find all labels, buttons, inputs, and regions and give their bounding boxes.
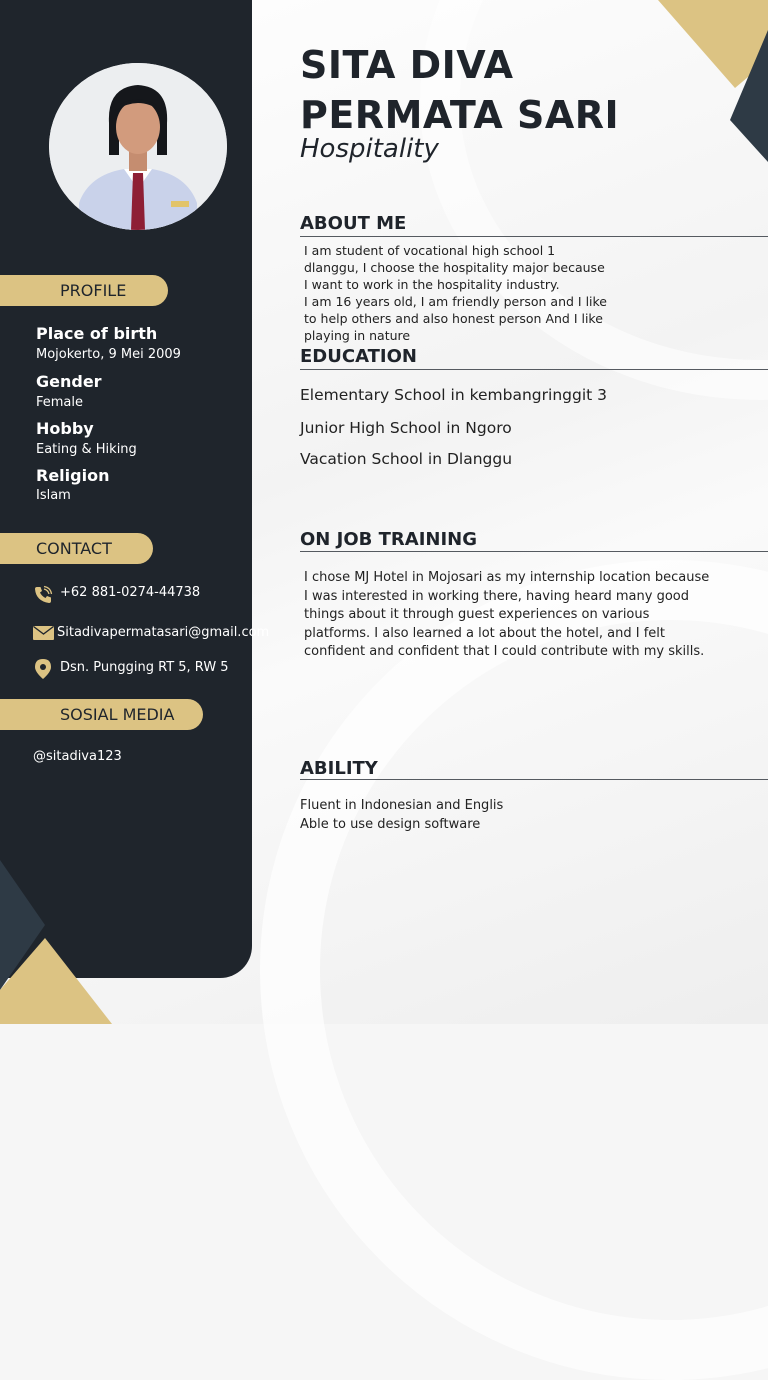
corner-decoration-bottom-left (0, 850, 120, 1024)
education-section-title: EDUCATION (300, 346, 417, 367)
section-divider (300, 779, 768, 780)
training-line: platforms. I also learned a lot about the hotel, and I felt (304, 625, 665, 641)
training-line: confident and confident that I could contribute with my skills. (304, 644, 705, 659)
address: Dsn. Pungging RT 5, RW 5 (60, 660, 229, 675)
avatar-illustration (49, 63, 227, 230)
religion-value: Islam (36, 488, 71, 503)
social-media-section-header (0, 699, 203, 730)
education-item: Junior High School in Ngoro (300, 419, 512, 437)
profile-section-header (0, 275, 168, 306)
contact-label: CONTACT (36, 539, 112, 558)
place-of-birth-label: Place of birth (36, 324, 158, 343)
training-text (304, 569, 709, 662)
about-line: I want to work in the hospitality industry. (304, 277, 560, 292)
section-divider (300, 236, 768, 237)
profile-label: PROFILE (60, 281, 127, 300)
education-item: Vacation School in Dlanggu (300, 450, 513, 468)
ability-section-title: ABILITY (300, 758, 378, 779)
social-media-label: SOSIAL MEDIA (60, 705, 175, 724)
about-line: I am 16 years old, I am friendly person and I like (304, 294, 607, 309)
about-line: dlanggu, I choose the hospitality major because (304, 260, 605, 275)
phone-number[interactable]: +62 881-0274-44738 (60, 585, 201, 600)
email-address[interactable]: Sitadivapermatasari@gmail.com (57, 625, 270, 640)
hobby-label: Hobby (36, 419, 94, 438)
place-of-birth-value: Mojokerto, 9 Mei 2009 (36, 347, 181, 362)
location-pin-icon (35, 659, 51, 679)
training-line: I was interested in working there, having heard many good (304, 588, 690, 604)
hobby-value: Eating & Hiking (36, 442, 137, 457)
about-line: playing in nature (304, 328, 411, 343)
social-handle[interactable]: @sitadiva123 (33, 749, 122, 764)
profile-photo (49, 63, 227, 230)
training-section-title: ON JOB TRAINING (300, 529, 477, 550)
about-text (304, 242, 607, 344)
job-title: Hospitality (300, 134, 439, 164)
gender-label: Gender (36, 372, 102, 391)
ability-item: Fluent in Indonesian and Englis (300, 798, 504, 813)
contact-section-header (0, 533, 153, 564)
education-item: Elementary School in kembangringgit 3 (300, 386, 607, 404)
phone-icon (33, 585, 53, 605)
ability-text (300, 797, 503, 834)
about-section-title: ABOUT ME (300, 213, 407, 234)
gender-value: Female (36, 395, 84, 410)
training-line: I chose MJ Hotel in Mojosari as my internship location because (304, 570, 710, 585)
full-name: SITA DIVA PERMATA SARI (300, 43, 620, 137)
religion-label: Religion (36, 466, 110, 485)
about-line: I am student of vocational high school 1 (304, 243, 556, 258)
section-divider (300, 369, 768, 370)
ability-item: Able to use design software (300, 816, 481, 832)
training-line: things about it through guest experiences on various (304, 607, 650, 622)
email-icon (33, 626, 54, 640)
about-line: to help others and also honest person And I like (304, 311, 603, 326)
section-divider (300, 551, 768, 552)
